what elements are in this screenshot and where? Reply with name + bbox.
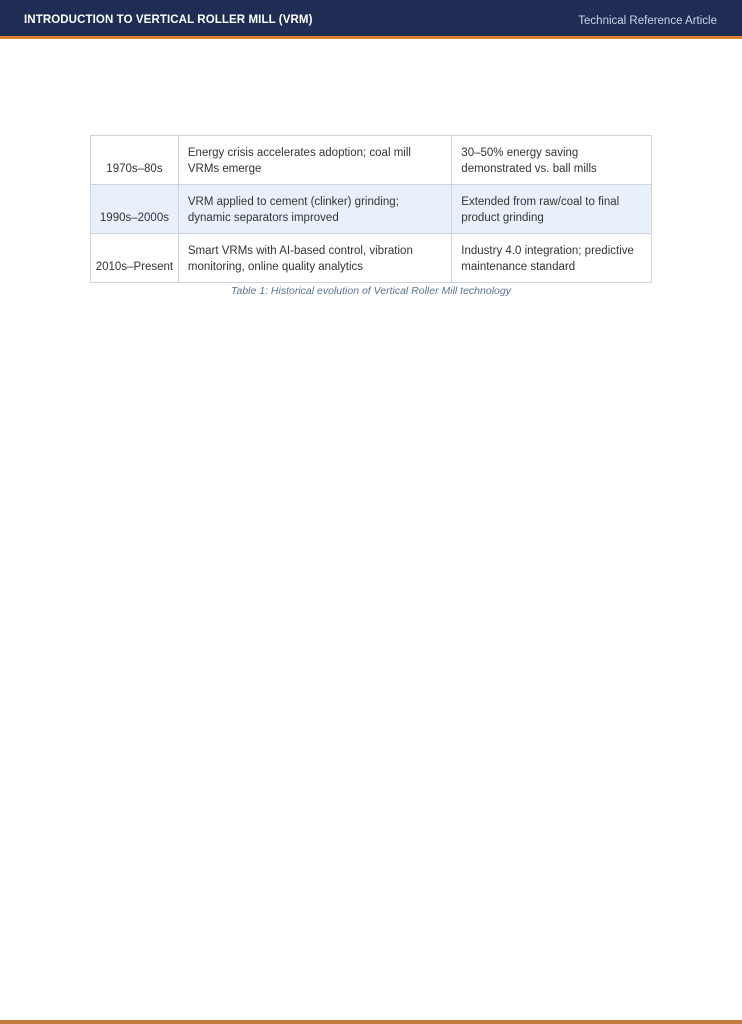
table-caption: Table 1: Historical evolution of Vertical Roller Mill technology <box>231 285 511 297</box>
table-row <box>91 185 652 234</box>
table-cell-period: 1990s–2000s <box>91 185 179 234</box>
table-cell-significance: Industry 4.0 integration; predictive maintenance standard <box>452 234 652 283</box>
table-cell-period: 2010s–Present <box>91 234 179 283</box>
header-title: INTRODUCTION TO VERTICAL ROLLER MILL (VRM) <box>24 14 313 26</box>
history-table-container <box>90 135 652 297</box>
table-cell-development: Energy crisis accelerates adoption; coal mill VRMs emerge <box>178 136 451 185</box>
table-cell-significance: Extended from raw/coal to final product grinding <box>452 185 652 234</box>
table-cell-development: Smart VRMs with AI-based control, vibration monitoring, online quality analytics <box>178 234 451 283</box>
table-cell-significance: 30–50% energy saving demonstrated vs. ball mills <box>452 136 652 185</box>
table-cell-period: 1970s–80s <box>91 136 179 185</box>
table-row <box>91 234 652 283</box>
footer-divider <box>0 1020 742 1024</box>
table-cell-development: VRM applied to cement (clinker) grinding; dynamic separators improved <box>178 185 451 234</box>
header-subtitle: Technical Reference Article <box>578 15 717 27</box>
page-header <box>0 0 742 39</box>
history-table <box>90 135 652 283</box>
table-row <box>91 136 652 185</box>
